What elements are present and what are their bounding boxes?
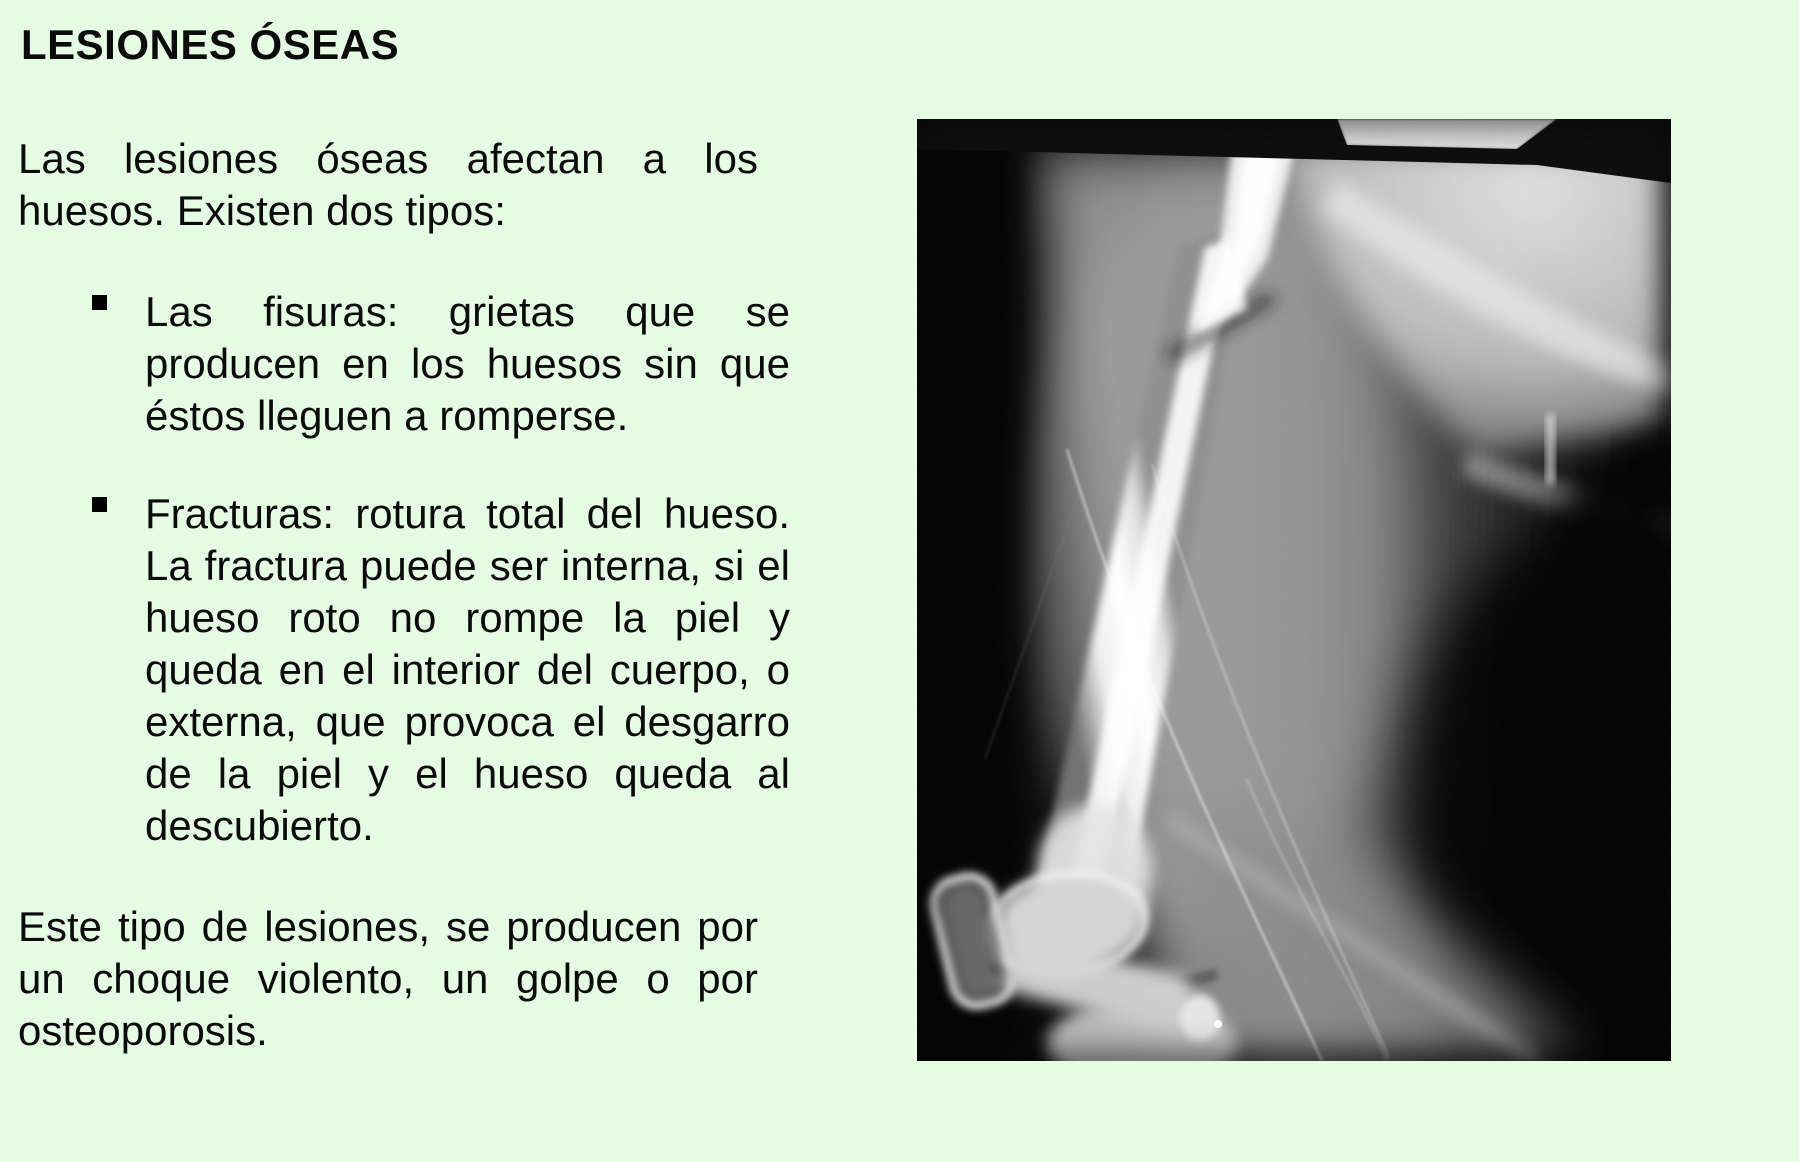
closing-paragraph: Este tipo de lesiones, se producen por un choque violento, un golpe o por osteoporosis. xyxy=(18,903,758,1054)
page-title: LESIONES ÓSEAS xyxy=(21,21,400,68)
bullet-square-icon xyxy=(92,295,107,310)
list-item-fisuras xyxy=(18,286,790,442)
list-item-text: Las fisuras: grietas que se producen en los huesos sin que éstos lleguen a romperse. xyxy=(145,288,790,439)
bullet-square-icon xyxy=(92,497,107,512)
intro-paragraph: Las lesiones óseas afectan a los huesos. Existen dos tipos: xyxy=(18,135,758,234)
xray-image xyxy=(917,119,1671,1061)
xray-figure xyxy=(917,119,1671,1061)
list-item-fracturas xyxy=(18,488,790,852)
lesion-types-list xyxy=(18,286,790,852)
list-item-text: Fracturas: rotura total del hueso. La fractura puede ser interna, si el hueso roto no rompe la piel y queda en el interior del cuerpo, o externa, que provoca el desgarro de la piel y el hueso queda al descubierto. xyxy=(145,490,790,849)
